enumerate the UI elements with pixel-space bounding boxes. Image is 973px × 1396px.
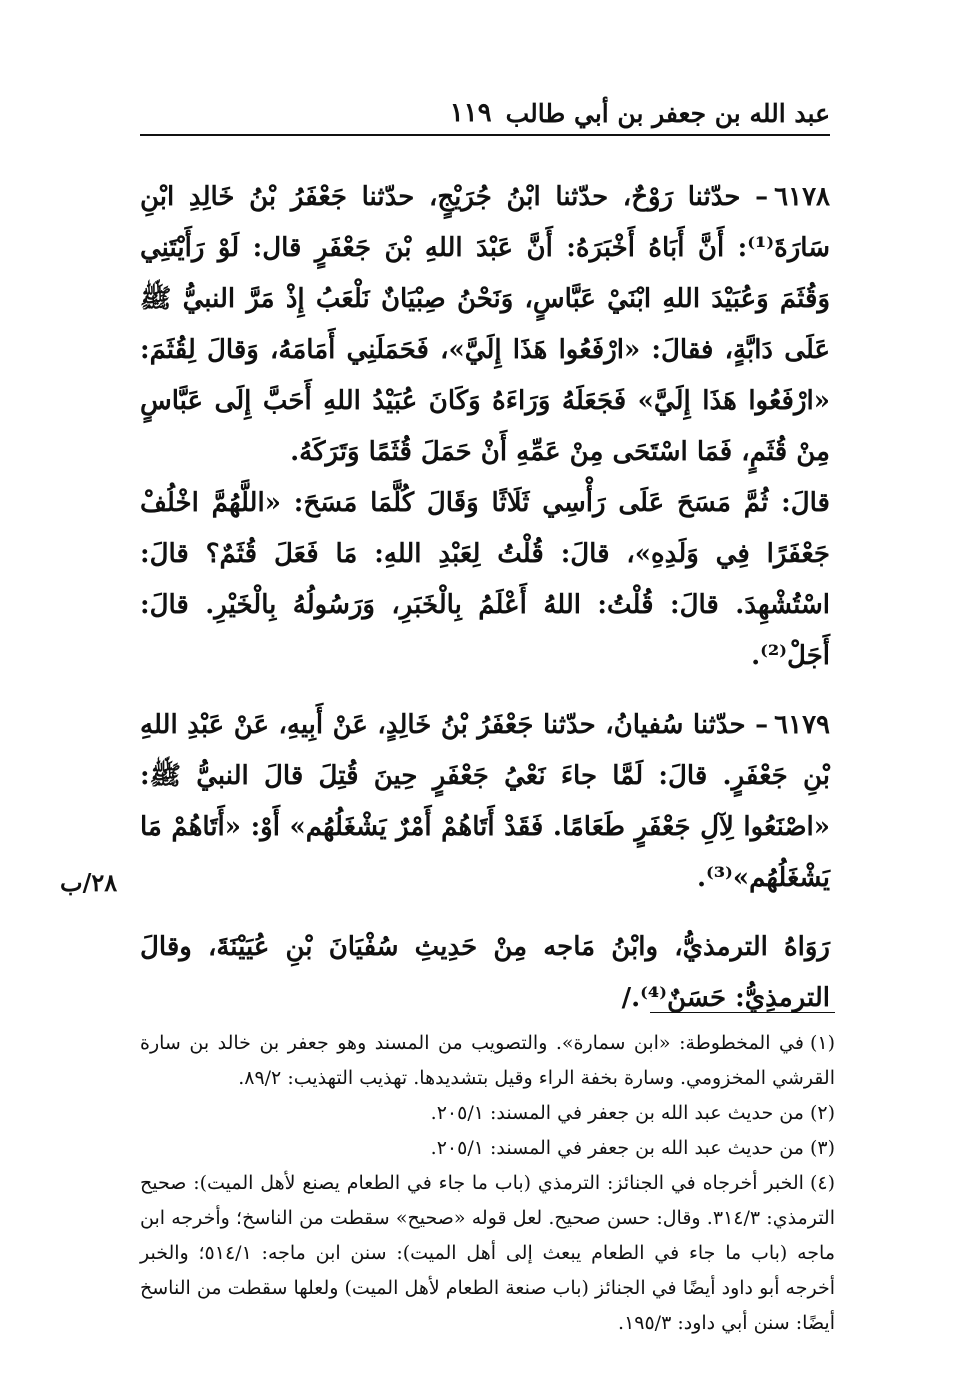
- footnote-text: من حديث عبد الله بن جعفر في المسند: ٢٠٥/١.: [430, 1102, 804, 1124]
- footnote-text: الخبر أخرجاه في الجنائز: الترمذي (باب ما جاء في الطعام يصنع لأهل الميت): صحيح الترمذي: ٣١٤/٣. وقال: حسن صحيح. لعل قوله «صحيح» سقطت من الناسخ؛ وأخرجه ابن ماجه (باب ما جاء في الطعام يبعث إلى أهل الميت): سنن ابن ماجه: ٥١٤/١؛ والخبر أخرجه أبو داود أيضًا في الجنائز (باب صنعة الطعام لأهل الميت) ولعلها سقطت من الناسخ أيضًا: سنن أبي داود: ١٩٥/٣.: [140, 1172, 836, 1334]
- hadith-number: ٦١٧٨: [774, 182, 830, 212]
- footnotes: [140, 1026, 835, 1341]
- hadith-text: قالَ: ثُمَّ مَسَحَ عَلَى رَأْسِي ثَلَاثًا وَقَالَ كُلَّمَا مَسَحَ: «اللَّهُمَّ اخْلُفْ جَعْفَرًا فِي وَلَدِهِ»، قالَ: قُلْتُ لِعَبْدِ اللهِ: مَا فَعَلَ قُثَمٌ؟ قالَ: اسْتُشْهِدَ. قالَ: قُلْتُ: اللهُ أَعْلَمُ بِالْخَبَرِ، وَرَسُولُهُ بِالْخَيْرِ. قالَ: أَجَلْ⁽²⁾.: [140, 488, 830, 671]
- hadith-text: – حدّثنا رَوْحٌ، حدّثنا ابْنُ جُرَيْجٍ، حدّثنا جَعْفَرُ بْنُ خَالِدِ ابْنِ سَارَةَ⁽¹⁾: أَنَّ أَبَاهُ أَخْبَرَهُ: أَنَّ عَبْدَ اللهِ بْنَ جَعْفَرٍ قال: لَوْ رَأَيْتَنِي وَقُثَمَ وَعُبَيْدَ اللهِ ابْنَيْ عَبَّاسٍ، وَنَحْنُ صِبْيَانٌ نَلْعَبُ إِذْ مَرَّ النبيُّ ﷺ عَلَى دَابَّةٍ، فقالَ: «ارْفَعُوا هَذَا إِلَيَّ»، فَحَمَلَنِي أَمَامَهُ، وَقالَ لِقُثَمَ: «ارْفَعُوا هَذَا إِلَيَّ» فَجَعَلَهُ وَرَاءَهُ وَكَانَ عُبَيْدُ اللهِ أَحَبَّ إِلَى عَبَّاسٍ مِنْ قُثَمٍ، فَمَا اسْتَحَى مِنْ عَمِّهِ أَنْ حَمَلَ قُثَمًا وَتَرَكَهُ.: [140, 182, 830, 467]
- hadith-6178: [140, 172, 830, 478]
- hadith-6179: [140, 700, 830, 904]
- hadith-number: ٦١٧٩: [774, 710, 830, 740]
- takhrij-text: رَوَاهُ الترمذيُّ، وابْنُ مَاجه مِنْ حَدِيثِ سُفْيَانَ بْنِ عُيَيْنَةَ، وقالَ الترمذِيُّ: حَسَنٌ⁽⁴⁾./: [140, 932, 830, 1013]
- footnote: [140, 1026, 835, 1096]
- hadith-text: – حدّثنا سُفيانُ، حدّثنا جَعْفَرُ بْنُ خَالِدٍ، عَنْ أَبِيهِ، عَنْ عَبْدِ اللهِ بْنِ جَعْفَرٍ. قالَ: لَمَّا جاءَ نَعْيُ جَعْفَرٍ حِينَ قُتِلَ قالَ النبيُّ ﷺ: «اصْنَعُوا لِآلِ جَعْفَرٍ طَعَامًا. فَقَدْ أَتَاهُمْ أَمْرٌ يَشْغَلُهُم» أَوْ: «أَتَاهُمْ مَا يَشْغَلُهُم»⁽³⁾.: [140, 710, 830, 893]
- page-number: ١١٩: [449, 98, 492, 128]
- chapter-title: عبد الله بن جعفر بن أبي طالب: [505, 99, 830, 128]
- footnote-number: (٢): [809, 1102, 835, 1124]
- footnote-number: (٤): [809, 1172, 835, 1194]
- running-header: [140, 88, 830, 128]
- hadith-6178-continuation: [140, 478, 830, 682]
- main-text: [140, 172, 830, 1024]
- footnote-number: (١): [809, 1032, 835, 1054]
- header-rule: [140, 134, 830, 136]
- footnote: [140, 1131, 835, 1166]
- footnote-number: (٣): [809, 1137, 835, 1159]
- footnote-rule: [650, 1012, 835, 1013]
- footnote: [140, 1166, 835, 1341]
- footnote-text: في المخطوطة: «ابن سمارة». والتصويب من المسند وهو جعفر بن خالد بن سارة القرشي المخزومي. وسارة بخفة الراء وقيل بتشديدها. تهذيب التهذيب: ٨٩/٢.: [140, 1032, 835, 1089]
- footnote-text: من حديث عبد الله بن جعفر في المسند: ٢٠٥/١.: [430, 1137, 804, 1159]
- hadith-6179-note: [140, 922, 830, 1024]
- footnote: [140, 1096, 835, 1131]
- manuscript-folio-note: ٢٨/ب: [60, 868, 118, 897]
